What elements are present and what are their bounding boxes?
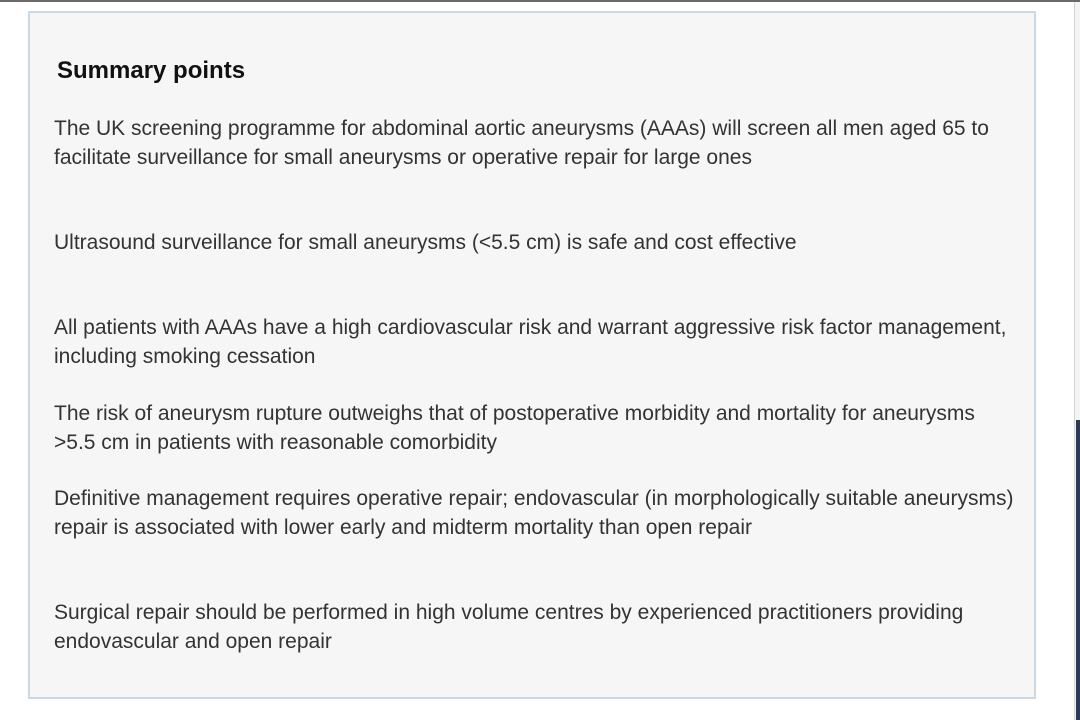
window-top-edge [0, 0, 1080, 2]
summary-point-screening-programme: The UK screening programme for abdominal aortic aneurysms (AAAs) will screen all men aged 65 to facilitate surveillance for small aneurysms or operative repair for large ones [54, 117, 989, 169]
summary-point-cardiovascular-risk: All patients with AAAs have a high cardiovascular risk and warrant aggressive risk factor management, including smoking cessation [54, 316, 1007, 368]
summary-point-definitive-management: Definitive management requires operative repair; endovascular (in morphologically suitable aneurysms) repair is associated with lower early and midterm mortality than open repair [54, 487, 1014, 539]
scrollbar-thumb[interactable] [1076, 420, 1080, 720]
summary-point-surgical-repair: Surgical repair should be performed in high volume centres by experienced practitioners providing endovascular and open repair [54, 601, 964, 653]
summary-point-rupture-risk: The risk of aneurysm rupture outweighs that of postoperative morbidity and mortality for aneurysms >5.5 cm in patients with reasonable comorbidity [54, 402, 975, 454]
summary-points-box [28, 11, 1036, 699]
scrollbar-track [1074, 2, 1075, 720]
summary-point-ultrasound-surveillance: Ultrasound surveillance for small aneurysms (<5.5 cm) is safe and cost effective [54, 231, 797, 254]
vertical-scrollbar[interactable] [1074, 2, 1080, 720]
summary-title: Summary points [57, 57, 246, 84]
